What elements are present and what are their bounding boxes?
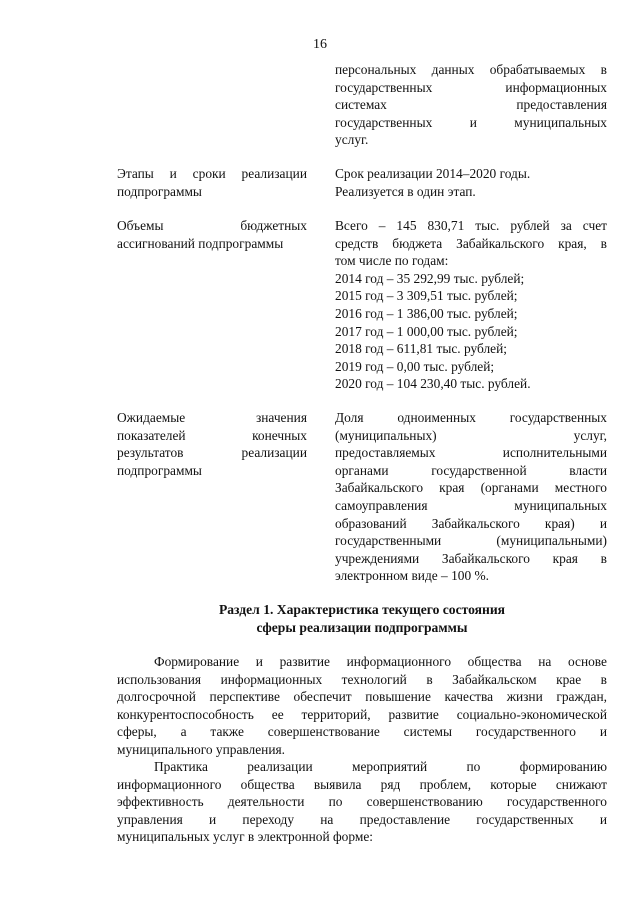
text-line: сферы, а также совершенствование системы государственного и	[117, 724, 607, 740]
text-line: Реализуется в один этап.	[335, 183, 476, 199]
paragraph-1	[117, 653, 607, 759]
paragraph-2	[117, 758, 607, 846]
text-line: органами государственной власти	[335, 462, 607, 478]
row-value-stages	[335, 165, 607, 200]
page-number: 16	[313, 37, 327, 52]
budget-year-2019: 2019 год – 0,00 тыс. рублей;	[335, 358, 495, 374]
text-line: том числе по годам:	[335, 253, 449, 269]
continued-cell-text	[335, 61, 607, 149]
section-heading-line: сферы реализации подпрограммы	[256, 620, 468, 635]
text-line: услуг.	[335, 132, 369, 148]
text-line: Доля одноименных государственных	[335, 410, 607, 425]
text-line: подпрограммы	[117, 462, 202, 478]
text-line: Объемы бюджетных	[117, 218, 307, 233]
text-line: образований Забайкальского края) и	[335, 515, 607, 531]
text-line: Всего – 145 830,71 тыс. рублей за счет	[335, 218, 607, 233]
text-line: Ожидаемые значения	[117, 410, 307, 425]
text-line: Этапы и сроки реализации	[117, 166, 307, 181]
text-line: предоставляемых исполнительными	[335, 445, 607, 461]
text-line: информационного общества выявила ряд проблем, которые снижают	[117, 776, 607, 792]
text-line: Срок реализации 2014–2020 годы.	[335, 166, 531, 181]
text-line: самоуправления муниципальных	[335, 497, 607, 513]
text-line: эффективность деятельности по совершенствованию государственного	[117, 794, 607, 810]
budget-year-2016: 2016 год – 1 386,00 тыс. рублей;	[335, 305, 518, 321]
row-value-budget	[335, 217, 607, 393]
text-line: ассигнований подпрограммы	[117, 235, 284, 251]
row-label-stages	[117, 165, 307, 200]
section-heading	[117, 601, 607, 637]
text-line: Практика реализации мероприятий по формированию	[154, 759, 607, 774]
text-line: долгосрочной перспективе обеспечит повышение качества жизни граждан,	[117, 689, 607, 705]
text-line: муниципальных услуг в электронной форме:	[117, 829, 373, 845]
text-line: конкурентоспособность ее территорий, развитие социально-экономической	[117, 706, 607, 722]
text-line: показателей конечных	[117, 427, 307, 443]
section-heading-line: Раздел 1. Характеристика текущего состояния	[218, 602, 506, 617]
row-value-results	[335, 409, 607, 585]
text-line: результатов реализации	[117, 445, 307, 461]
row-label-results	[117, 409, 307, 479]
budget-year-2017: 2017 год – 1 000,00 тыс. рублей;	[335, 323, 518, 339]
text-line: государственных информационных	[335, 79, 607, 95]
text-line: Формирование и развитие информационного общества на основе	[154, 654, 607, 669]
budget-year-2015: 2015 год – 3 309,51 тыс. рублей;	[335, 288, 518, 304]
text-line: (муниципальных) услуг,	[335, 427, 607, 443]
text-line: средств бюджета Забайкальского края, в	[335, 235, 607, 251]
text-line: электронном виде – 100 %.	[335, 568, 490, 584]
budget-year-2018: 2018 год – 611,81 тыс. рублей;	[335, 341, 507, 357]
text-line: персональных данных обрабатываемых в	[335, 62, 607, 77]
text-line: использования информационных технологий в Забайкальском крае в	[117, 671, 607, 687]
text-line: системах предоставления	[335, 97, 607, 113]
text-line: муниципального управления.	[117, 741, 286, 757]
budget-year-2014: 2014 год – 35 292,99 тыс. рублей;	[335, 270, 525, 286]
text-line: государственными (муниципальными)	[335, 533, 607, 549]
row-label-budget	[117, 217, 307, 252]
text-line: учреждениями Забайкальского края в	[335, 550, 607, 566]
budget-year-2020: 2020 год – 104 230,40 тыс. рублей.	[335, 376, 531, 392]
text-line: подпрограммы	[117, 183, 202, 199]
text-line: управления и переходу на предоставление государственных и	[117, 811, 607, 827]
text-line: Забайкальского края (органами местного	[335, 480, 607, 496]
text-line: государственных и муниципальных	[335, 114, 607, 130]
